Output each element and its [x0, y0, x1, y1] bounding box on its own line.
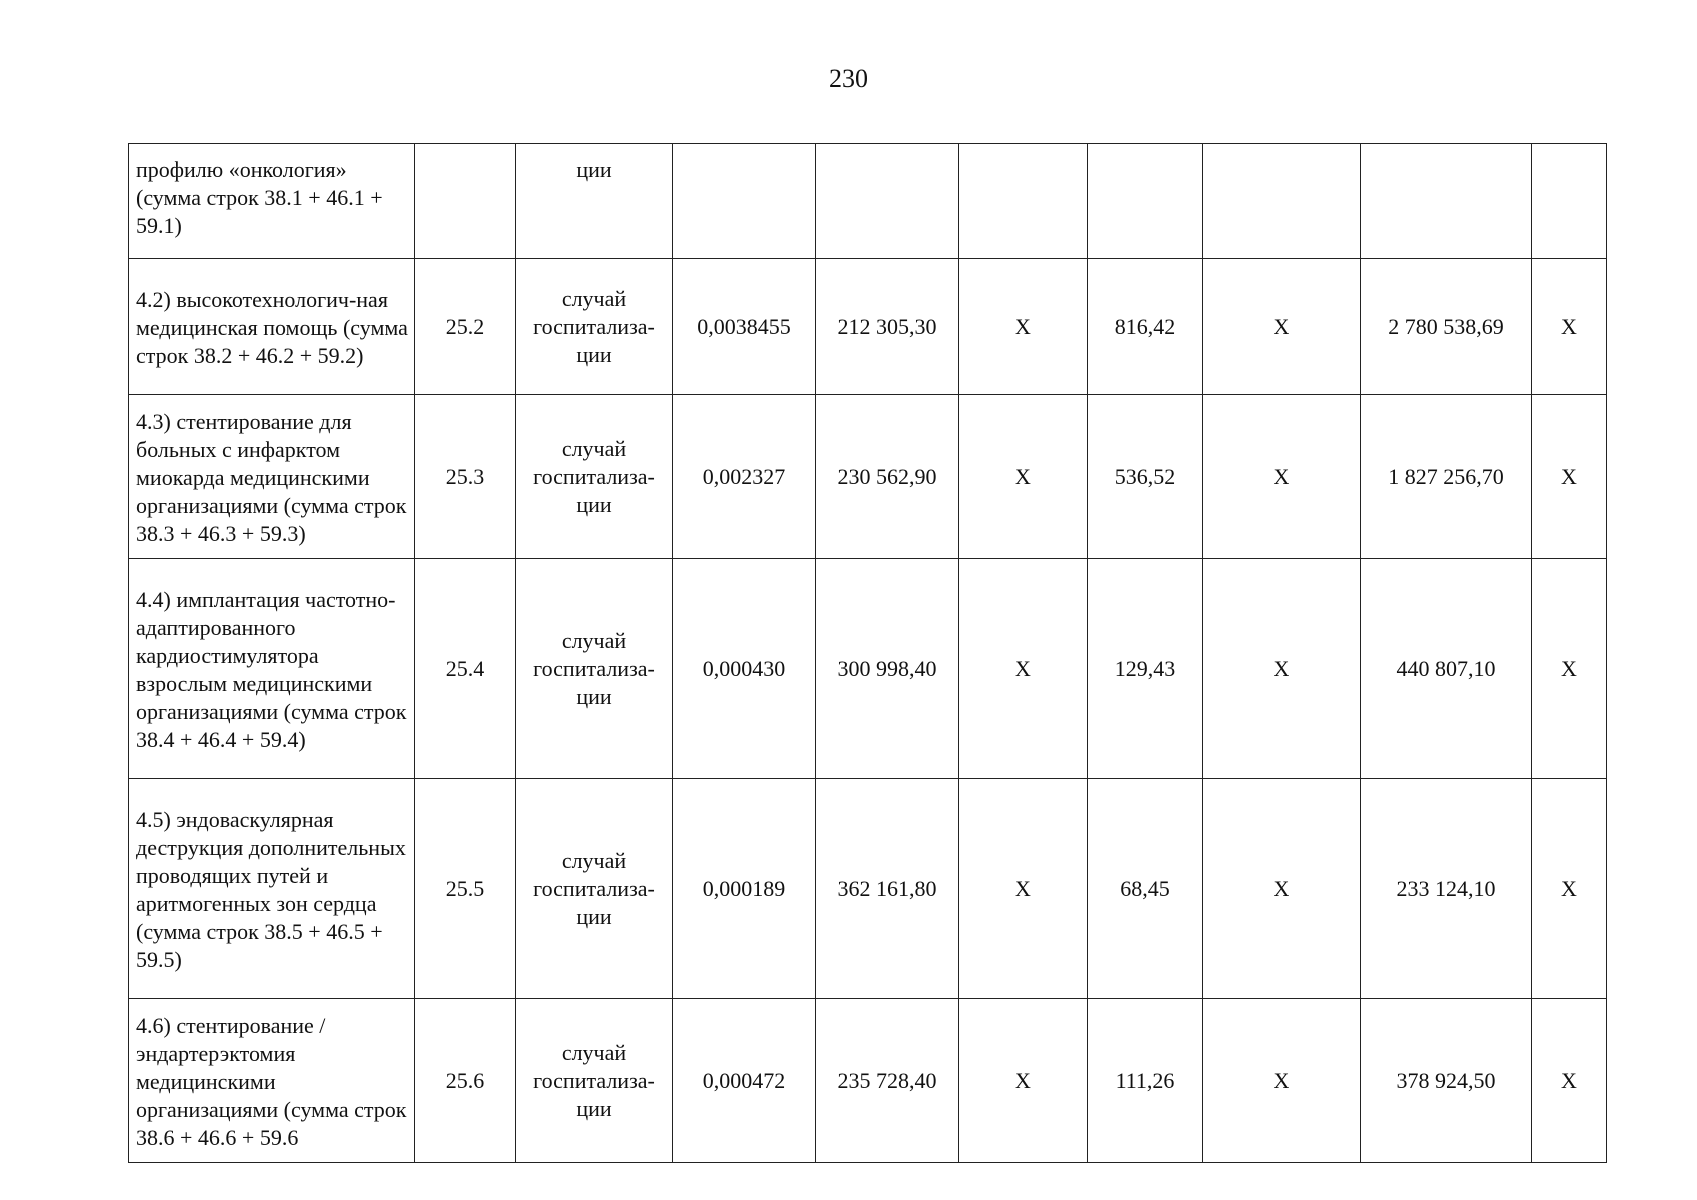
unit-cell: ции [516, 144, 673, 259]
rate-cell [673, 144, 816, 259]
code-cell: 25.5 [415, 779, 516, 999]
col6-cell: X [959, 559, 1088, 779]
rate-cell: 0,000430 [673, 559, 816, 779]
unit-cell: случай госпитализа-ции [516, 779, 673, 999]
total-cell: 233 124,10 [1361, 779, 1532, 999]
cost-cell: 362 161,80 [816, 779, 959, 999]
total-cell: 378 924,50 [1361, 999, 1532, 1163]
code-cell: 25.2 [415, 259, 516, 395]
total-cell: 2 780 538,69 [1361, 259, 1532, 395]
page-number: 230 [829, 64, 868, 93]
col10-cell: X [1532, 999, 1607, 1163]
row-name-cell: профилю «онкология» (сумма строк 38.1 + 46.1 + 59.1) [129, 144, 415, 259]
code-cell [415, 144, 516, 259]
total-cell: 1 827 256,70 [1361, 395, 1532, 559]
rate-cell: 0,0038455 [673, 259, 816, 395]
unit-cell: случай госпитализа-ции [516, 395, 673, 559]
unit-cell: случай госпитализа-ции [516, 559, 673, 779]
total-cell [1361, 144, 1532, 259]
col10-cell: X [1532, 559, 1607, 779]
table-row [129, 559, 1607, 779]
data-table [128, 143, 1607, 1163]
code-cell: 25.4 [415, 559, 516, 779]
per-capita-cell: 536,52 [1088, 395, 1203, 559]
table-row [129, 779, 1607, 999]
col10-cell: X [1532, 259, 1607, 395]
per-capita-cell: 816,42 [1088, 259, 1203, 395]
table-row [129, 395, 1607, 559]
col6-cell [959, 144, 1088, 259]
col8-cell: X [1203, 779, 1361, 999]
row-name-cell: 4.3) стентирование для больных с инфарктом миокарда медицинскими организациями (сумма строк 38.3 + 46.3 + 59.3) [129, 395, 415, 559]
row-name-cell: 4.6) стентирование / эндартерэктомия медицинскими организациями (сумма строк 38.6 + 46.6 + 59.6 [129, 999, 415, 1163]
table-row-continuation [129, 144, 1607, 259]
row-name-cell: 4.4) имплантация частотно-адаптированного кардиостимулятора взрослым медицинскими организациями (сумма строк 38.4 + 46.4 + 59.4) [129, 559, 415, 779]
cost-cell: 300 998,40 [816, 559, 959, 779]
per-capita-cell [1088, 144, 1203, 259]
col8-cell: X [1203, 999, 1361, 1163]
row-name-cell: 4.5) эндоваскулярная деструкция дополнительных проводящих путей и аритмогенных зон сердца (сумма строк 38.5 + 46.5 + 59.5) [129, 779, 415, 999]
col8-cell: X [1203, 559, 1361, 779]
col6-cell: X [959, 779, 1088, 999]
cost-cell: 235 728,40 [816, 999, 959, 1163]
per-capita-cell: 68,45 [1088, 779, 1203, 999]
col6-cell: X [959, 999, 1088, 1163]
rate-cell: 0,002327 [673, 395, 816, 559]
cost-cell: 212 305,30 [816, 259, 959, 395]
per-capita-cell: 111,26 [1088, 999, 1203, 1163]
unit-cell: случай госпитализа-ции [516, 999, 673, 1163]
col6-cell: X [959, 259, 1088, 395]
rate-cell: 0,000472 [673, 999, 816, 1163]
table-row [129, 999, 1607, 1163]
code-cell: 25.3 [415, 395, 516, 559]
col8-cell: X [1203, 259, 1361, 395]
cost-cell: 230 562,90 [816, 395, 959, 559]
col8-cell [1203, 144, 1361, 259]
row-name-cell: 4.2) высокотехнологич-ная медицинская помощь (сумма строк 38.2 + 46.2 + 59.2) [129, 259, 415, 395]
col6-cell: X [959, 395, 1088, 559]
cost-cell [816, 144, 959, 259]
col10-cell: X [1532, 779, 1607, 999]
col8-cell: X [1203, 395, 1361, 559]
table-row [129, 259, 1607, 395]
col10-cell [1532, 144, 1607, 259]
total-cell: 440 807,10 [1361, 559, 1532, 779]
rate-cell: 0,000189 [673, 779, 816, 999]
code-cell: 25.6 [415, 999, 516, 1163]
col10-cell: X [1532, 395, 1607, 559]
per-capita-cell: 129,43 [1088, 559, 1203, 779]
unit-cell: случай госпитализа-ции [516, 259, 673, 395]
